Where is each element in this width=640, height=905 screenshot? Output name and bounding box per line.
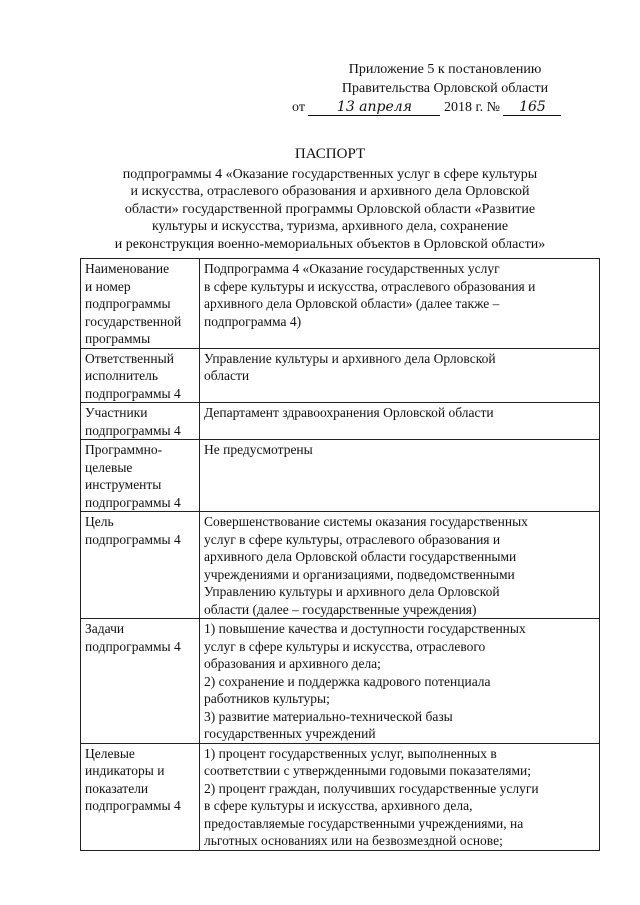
table-row <box>81 743 600 850</box>
row-label: Цель подпрограммы 4 <box>81 512 200 619</box>
table-row <box>81 619 600 744</box>
table-row <box>81 440 600 512</box>
row-label: Ответственный исполнитель подпрограммы 4 <box>81 348 200 403</box>
title-line: культуры и искусства, туризма, архивного дела, сохранение <box>151 219 509 235</box>
year-label: 2018 г. № <box>443 100 500 115</box>
title-line: подпрограммы 4 «Оказание государственных услуг в сфере культуры <box>122 166 538 182</box>
row-content: Совершенствование системы оказания государственных услуг в сфере культуры, отраслевого образования и архивного дела Орловской области государственными учреждениями и организациями, подведомственными Управлению культуры и архивного дела Орловской области (далее – государственные учреждения) <box>200 512 600 619</box>
table-row <box>81 348 600 403</box>
table-row <box>81 259 600 349</box>
passport-table <box>80 258 600 851</box>
appendix-line: Приложение 5 к постановлению <box>348 62 542 77</box>
title-line: и реконструкция военно-мемориальных объектов в Орловской области» <box>114 236 546 252</box>
title-line: области» государственной программы Орловской области «Развитие <box>124 201 536 217</box>
row-content: Подпрограмма 4 «Оказание государственных услуг в сфере культуры и искусства, отраслевого образования и архивного дела Орловской области» (далее также – подпрограмма 4) <box>200 259 600 349</box>
passport-heading: ПАСПОРТ <box>294 146 366 162</box>
title-line: и искусства, отраслевого образования и архивного дела Орловской <box>130 184 530 200</box>
row-label: Программно- целевые инструменты подпрограммы 4 <box>81 440 200 512</box>
row-content: 1) процент государственных услуг, выполненных в соответствии с утвержденными годовыми показателями; 2) процент граждан, получивших государственные услуги в сфере культуры и искусства, архивного дела, предоставляемые государственными учреждениями, на льготных основаниях или на безвозмездной основе; <box>200 743 600 850</box>
handwritten-number: 165 <box>503 99 561 116</box>
row-label: Задачи подпрограммы 4 <box>81 619 200 744</box>
row-content: Управление культуры и архивного дела Орловской области <box>200 348 600 403</box>
row-label: Целевые индикаторы и показатели подпрограммы 4 <box>81 743 200 850</box>
row-content: Не предусмотрены <box>200 440 600 512</box>
passport-title <box>80 146 580 254</box>
row-content: 1) повышение качества и доступности государственных услуг в сфере культуры и искусства, отраслевого образования и архивного дела; 2) сохранение и поддержка кадрового потенциала работников культуры; 3) развитие материально-технической базы государственных учреждений <box>200 619 600 744</box>
date-line <box>290 98 600 117</box>
date-prefix: от <box>292 100 305 115</box>
document-header <box>290 60 600 117</box>
table-row <box>81 403 600 440</box>
handwritten-date: 13 апреля <box>308 99 440 116</box>
row-label: Участники подпрограммы 4 <box>81 403 200 440</box>
government-line: Правительства Орловской области <box>341 81 549 96</box>
row-content: Департамент здравоохранения Орловской области <box>200 403 600 440</box>
row-label: Наименование и номер подпрограммы государственной программы <box>81 259 200 349</box>
table-row <box>81 512 600 619</box>
